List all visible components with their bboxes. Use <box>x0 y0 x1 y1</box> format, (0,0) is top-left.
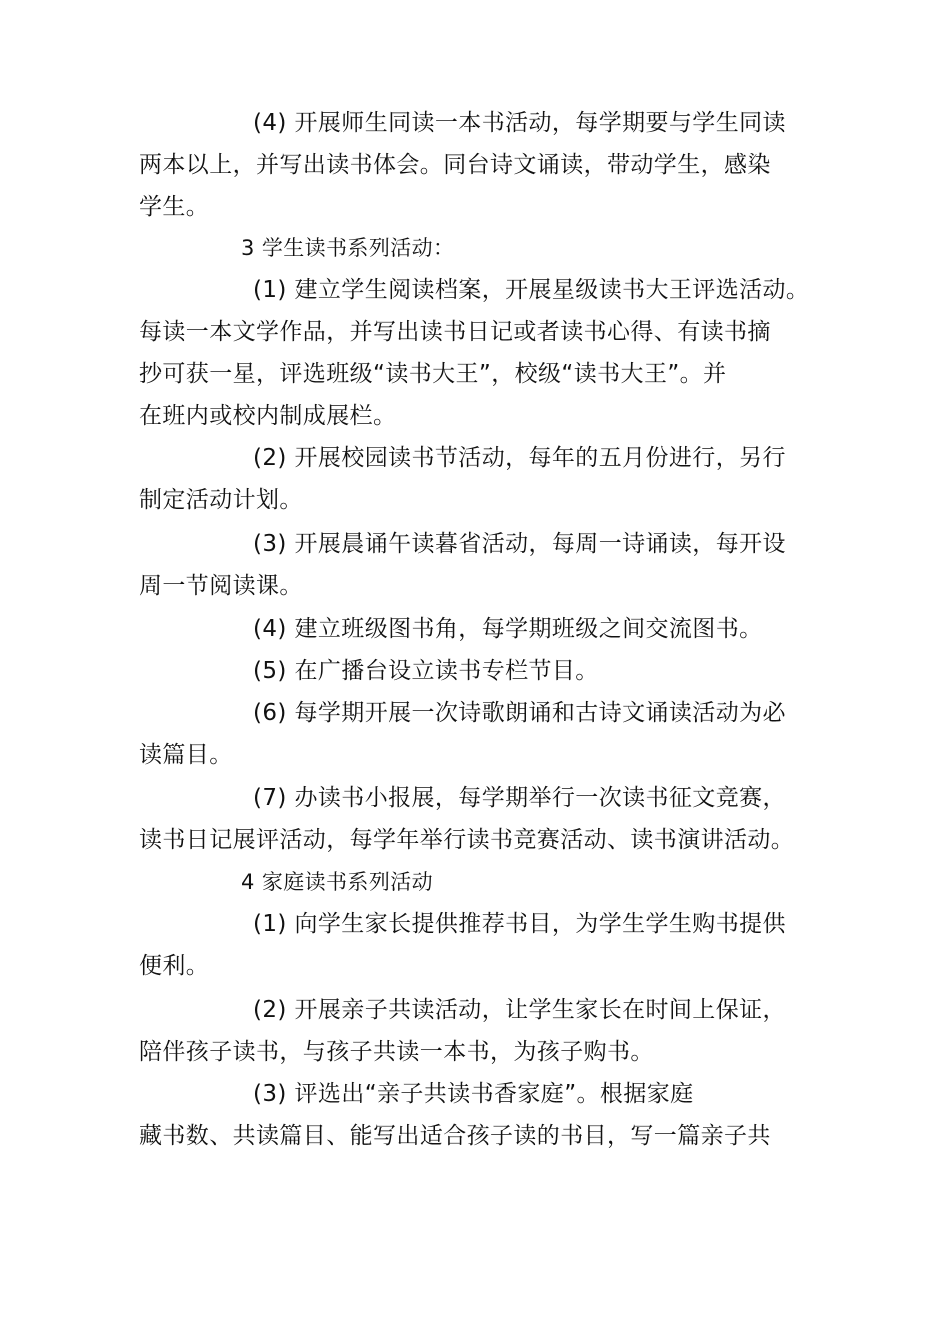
paragraph-family-item-3-line-1: (3) 评选出“亲子共读书香家庭”。根据家庭 <box>253 1081 694 1107</box>
paragraph-student-item-3-line-1: (3) 开展晨诵午读暮省活动，每周一诗诵读，每开设 <box>253 531 786 557</box>
paragraph-student-item-5: (5) 在广播台设立读书专栏节目。 <box>253 658 599 684</box>
paragraph-student-item-1-line-1: (1) 建立学生阅读档案，开展星级读书大王评选活动。 <box>253 277 810 303</box>
paragraph-student-item-4: (4) 建立班级图书角，每学期班级之间交流图书。 <box>253 616 763 642</box>
paragraph-teacher-item-4-line-3: 学生。 <box>139 194 210 220</box>
paragraph-family-item-3-line-2: 藏书数、共读篇目、能写出适合孩子读的书目，写一篇亲子共 <box>139 1123 771 1149</box>
paragraph-student-item-7-line-1: (7) 办读书小报展，每学期举行一次读书征文竞赛， <box>253 785 786 811</box>
paragraph-student-item-2-line-1: (2) 开展校园读书节活动，每年的五月份进行，另行 <box>253 445 786 471</box>
paragraph-family-item-2-line-2: 陪伴孩子读书，与孩子共读一本书，为孩子购书。 <box>139 1039 654 1065</box>
paragraph-student-item-2-line-2: 制定活动计划。 <box>139 487 303 513</box>
paragraph-family-item-2-line-1: (2) 开展亲子共读活动，让学生家长在时间上保证， <box>253 997 786 1023</box>
section-heading-family-activities: 4 家庭读书系列活动 <box>241 870 434 894</box>
paragraph-student-item-3-line-2: 周一节阅读课。 <box>139 573 303 599</box>
paragraph-family-item-1-line-2: 便利。 <box>139 953 210 979</box>
paragraph-student-item-1-line-2: 每读一本文学作品，并写出读书日记或者读书心得、有读书摘 <box>139 319 771 345</box>
paragraph-student-item-1-line-3: 抄可获一星，评选班级“读书大王”，校级“读书大王”。并 <box>139 361 727 387</box>
paragraph-family-item-1-line-1: (1) 向学生家长提供推荐书目，为学生学生购书提供 <box>253 911 786 937</box>
paragraph-student-item-6-line-1: (6) 每学期开展一次诗歌朗诵和古诗文诵读活动为必 <box>253 700 786 726</box>
paragraph-student-item-7-line-2: 读书日记展评活动，每学年举行读书竞赛活动、读书演讲活动。 <box>139 827 795 853</box>
paragraph-student-item-6-line-2: 读篇目。 <box>139 742 233 768</box>
paragraph-teacher-item-4-line-1: (4) 开展师生同读一本书活动，每学期要与学生同读 <box>253 110 786 136</box>
section-heading-student-activities: 3 学生读书系列活动： <box>241 236 455 260</box>
paragraph-teacher-item-4-line-2: 两本以上，并写出读书体会。同台诗文诵读，带动学生，感染 <box>139 152 771 178</box>
paragraph-student-item-1-line-4: 在班内或校内制成展栏。 <box>139 403 397 429</box>
